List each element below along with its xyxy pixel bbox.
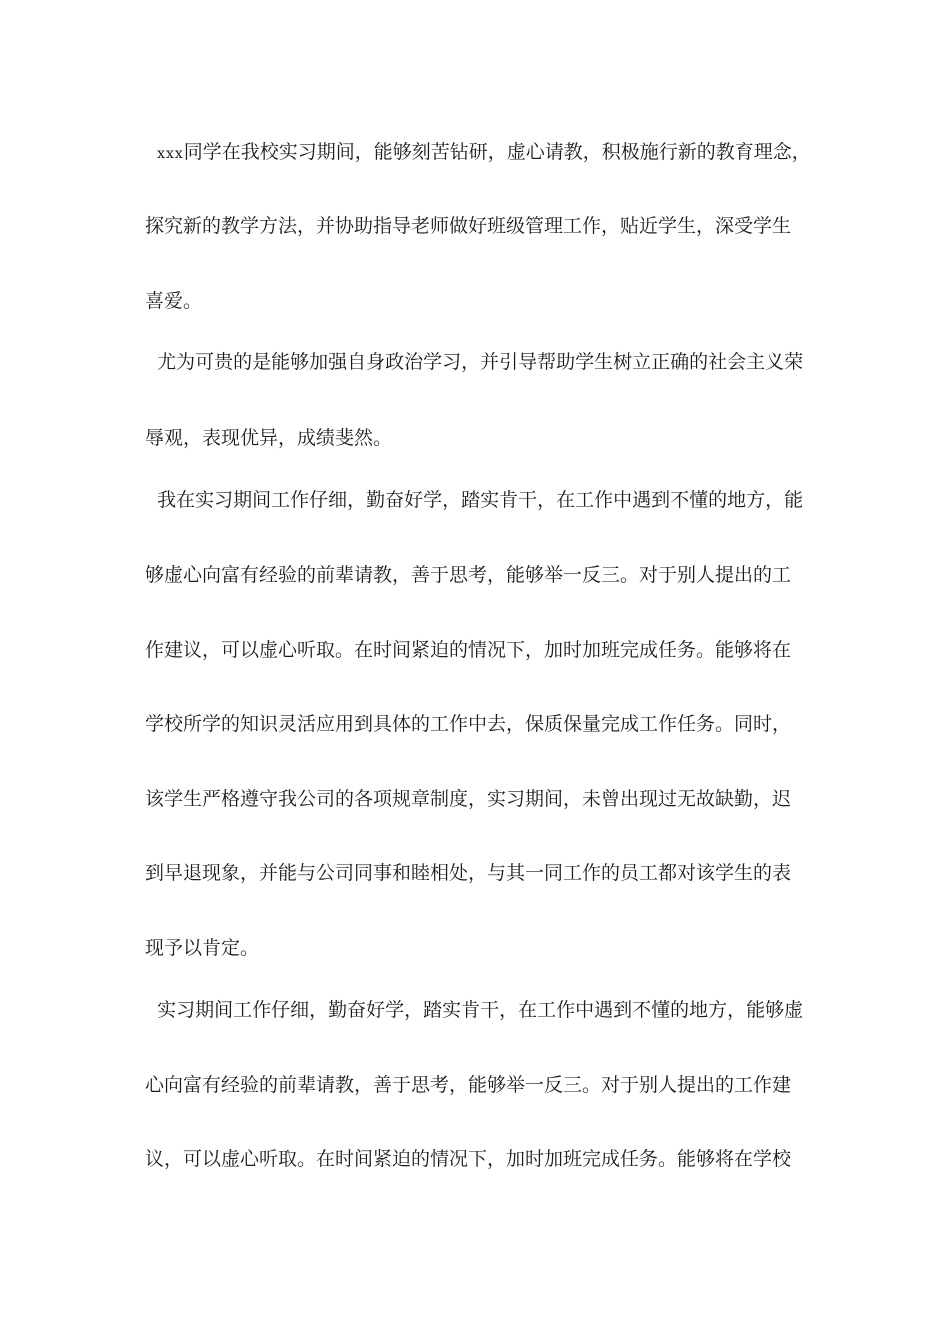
paragraph-4-line-3: 议，可以虚心听取。在时间紧迫的情况下，加时加班完成任务。能够将在学校 [145,1148,792,1170]
paragraph-1-line-2: 探究新的教学方法，并协助指导老师做好班级管理工作，贴近学生，深受学生 [145,215,792,237]
student-name-placeholder: xxx [157,146,184,162]
paragraph-3-line-3: 作建议，可以虚心听取。在时间紧迫的情况下，加时加班完成任务。能够将在 [145,639,792,661]
paragraph-3-line-4: 学校所学的知识灵活应用到具体的工作中去，保质保量完成工作任务。同时， [145,713,792,735]
paragraph-2-line-2: 辱观，表现优异，成绩斐然。 [145,427,393,449]
paragraph-1-line-1-text: 同学在我校实习期间，能够刻苦钻研，虚心请教，积极施行新的教育理念， [183,141,811,163]
paragraph-3-line-1: 我在实习期间工作仔细，勤奋好学，踏实肯干，在工作中遇到不懂的地方，能 [145,489,804,511]
paragraph-1-line-3: 喜爱。 [145,290,203,312]
paragraph-4-line-1: 实习期间工作仔细，勤奋好学，踏实肯干，在工作中遇到不懂的地方，能够虚 [145,999,804,1021]
paragraph-3-line-2: 够虚心向富有经验的前辈请教，善于思考，能够举一反三。对于别人提出的工 [145,564,792,586]
paragraph-3-line-5: 该学生严格遵守我公司的各项规章制度，实习期间，未曾出现过无故缺勤，迟 [145,788,792,810]
paragraph-4-line-2: 心向富有经验的前辈请教，善于思考，能够举一反三。对于别人提出的工作建 [145,1074,792,1096]
paragraph-2-line-1: 尤为可贵的是能够加强自身政治学习，并引导帮助学生树立正确的社会主义荣 [145,351,804,373]
paragraph-3-line-7: 现予以肯定。 [145,937,260,959]
paragraph-3-line-6: 到早退现象，并能与公司同事和睦相处，与其一同工作的员工都对该学生的表 [145,862,792,884]
paragraph-1-line-1 [145,138,815,168]
